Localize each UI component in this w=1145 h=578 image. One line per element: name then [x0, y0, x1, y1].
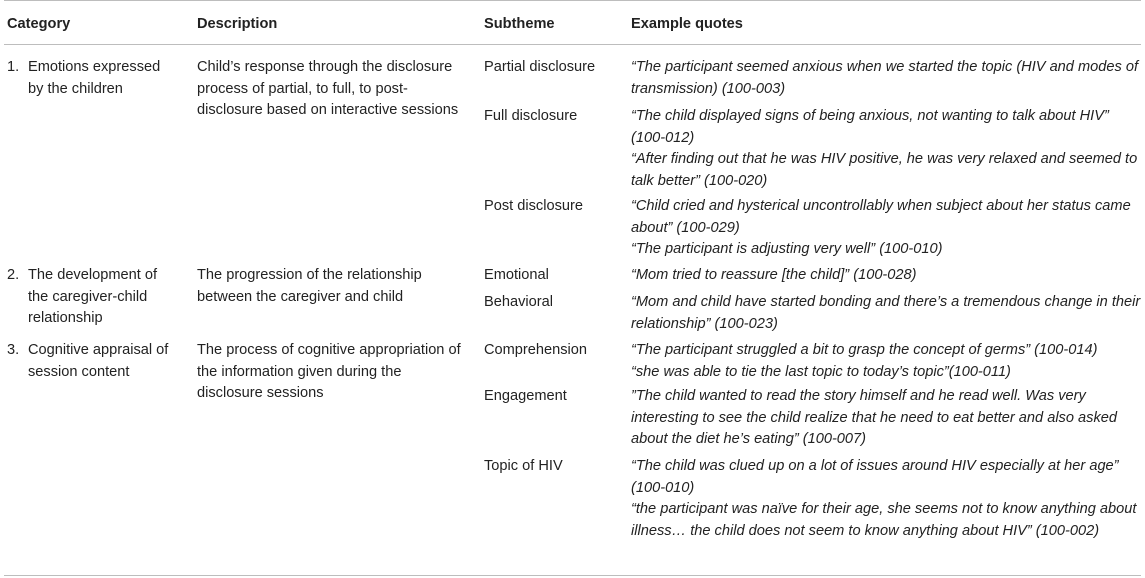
quote-cell	[631, 265, 1145, 287]
subtheme-cell: Behavioral	[484, 294, 553, 310]
table-row-category	[7, 340, 177, 380]
header-description: Description	[197, 16, 278, 32]
category-text: Cognitive appraisal of session content	[28, 342, 169, 380]
quote-text: “The participant seemed anxious when we started the topic (HIV and modes of transmission) (100-003)	[631, 59, 1138, 97]
subtheme-cell: Engagement	[484, 388, 567, 404]
quote-text: “The child was clued up on a lot of issues around HIV especially at her age” (100-010)	[631, 458, 1119, 496]
description-cell: The process of cognitive appropriation of the information given during the disclosure sessions	[197, 342, 461, 401]
header-example-quotes: Example quotes	[631, 16, 743, 32]
header-category: Category	[7, 16, 71, 32]
quote-text: ”The child wanted to read the story himself and he read well. Was very interesting to see the child realize that he need to eat better and also asked about the diet he’s eating” (100-007)	[631, 388, 1117, 447]
quote-cell	[631, 106, 1145, 192]
subtheme-cell: Post disclosure	[484, 198, 583, 214]
subtheme-cell: Partial disclosure	[484, 59, 596, 75]
quote-text: “The child displayed signs of being anxious, not wanting to talk about HIV” (100-012)	[631, 108, 1109, 146]
themes-table	[4, 0, 1141, 576]
quote-text: “The participant struggled a bit to grasp the concept of germs” (100-014)	[631, 342, 1098, 358]
quote-cell	[631, 456, 1145, 542]
quote-cell	[631, 196, 1145, 261]
subtheme-cell: Comprehension	[484, 342, 588, 358]
table-row-category	[7, 57, 177, 97]
quote-text: “The participant is adjusting very well” (100-010)	[631, 241, 943, 257]
row-number: 1.	[7, 59, 20, 75]
quote-cell	[631, 292, 1145, 335]
row-number: 3.	[7, 342, 20, 358]
table-row-category	[7, 265, 177, 326]
quote-text: “After finding out that he was HIV positive, he was very relaxed and seemed to talk better” (100-020)	[631, 151, 1138, 189]
quote-text: “Mom tried to reassure [the child]” (100-028)	[631, 267, 917, 283]
header-subtheme: Subtheme	[484, 16, 555, 32]
category-text: Emotions expressed by the children	[28, 59, 161, 97]
description-cell: Child’s response through the disclosure process of partial, to full, to post-disclosure based on interactive sessions	[197, 59, 459, 118]
subtheme-cell: Topic of HIV	[484, 458, 563, 474]
quote-cell	[631, 57, 1145, 100]
description-cell: The progression of the relationship between the caregiver and child	[197, 267, 422, 305]
header-divider	[4, 44, 1141, 45]
category-text: The development of the caregiver-child relationship	[28, 267, 157, 326]
quote-text: “Mom and child have started bonding and there’s a tremendous change in their relationship” (100-023)	[631, 294, 1141, 332]
row-number: 2.	[7, 267, 20, 283]
quote-text: “the participant was naïve for their age, she seems not to know anything about illness… the child does not seem to know anything about HIV” (100-002)	[631, 501, 1137, 539]
quote-text: “she was able to tie the last topic to today’s topic”(100-011)	[631, 363, 1011, 380]
subtheme-cell: Full disclosure	[484, 108, 578, 124]
quote-cell	[631, 340, 1145, 383]
subtheme-cell: Emotional	[484, 267, 549, 283]
quote-cell	[631, 386, 1145, 451]
quote-text: “Child cried and hysterical uncontrollably when subject about her status came about” (100-029)	[631, 198, 1131, 236]
